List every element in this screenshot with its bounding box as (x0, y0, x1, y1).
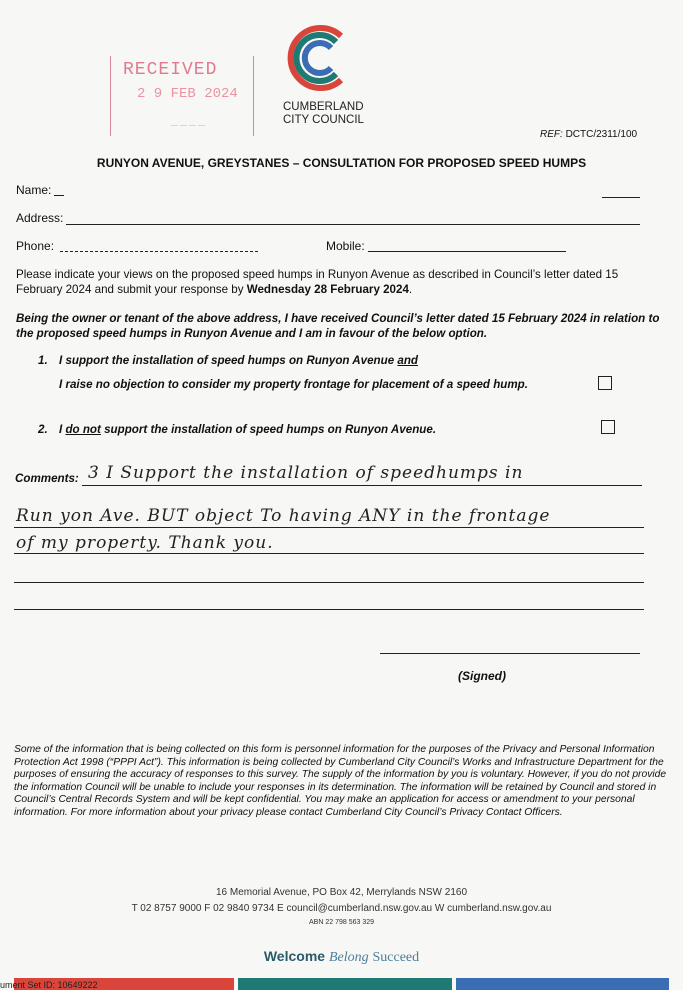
document-set-id: ument Set ID: 10649222 (0, 980, 98, 990)
stamp-date: 2 9 FEB 2024 (137, 86, 238, 102)
option2-pre: I (59, 423, 66, 436)
intro-text: Please indicate your views on the proposed speed humps in Runyon Avenue as described in Council’s letter dated 15 February 2024 and submit your response by (16, 268, 619, 296)
option1-and: and (397, 354, 419, 367)
ref-code: DCTC/2311/100 (565, 129, 638, 140)
comments-line-1 (82, 485, 642, 486)
comments-handwriting-3: of my property. Thank you. (16, 533, 274, 553)
comments-label: Comments: (15, 472, 79, 485)
tagline-welcome: Welcome (263, 948, 326, 964)
name-label: Name: (16, 183, 52, 197)
welcome-tagline (0, 948, 683, 966)
name-line-end (602, 197, 640, 198)
privacy-notice: Some of the information that is being collected on this form is personnel information for the purposes of the Privacy and Personal Information Protection Act 1998 (“PPPI Act”). This information is being collected by Cumberland City Council’s Works and Infrastructure Department for the purposes of ensuring the accuracy of responses to this survey. The supply of the information by you is voluntary. However, if you do not provide the information Council will be unable to include your responses in its determination. The information will be retained by Council and stored in Council’s Central Records System and will be kept confidential. You may make an application for access or amendment to your personal information. For more information about your privacy please contact Cumberland City Council’s Privacy Contact Officers. (14, 744, 667, 818)
comments-line-4 (14, 582, 644, 583)
declaration: Being the owner or tenant of the above address, I have received Council’s letter dated 15 February 2024 in relation to the proposed speed humps in Runyon Avenue and I am in favour of the below option. (16, 312, 660, 340)
address-label: Address: (16, 211, 64, 225)
footer-address: 16 Memorial Avenue, PO Box 42, Merrylands NSW 2160 (215, 887, 468, 898)
council-name-line2: CITY COUNCIL (283, 114, 364, 126)
comments-line-2 (14, 527, 644, 528)
comments-line-5 (14, 609, 644, 610)
phone-line (60, 251, 258, 252)
signature-line (380, 653, 640, 654)
council-name (283, 101, 364, 127)
reference (540, 129, 637, 140)
option1-line1-text: I support the installation of speed humps on Runyon Avenue (59, 354, 398, 367)
option2-do-not: do not (65, 423, 101, 436)
option2-checkbox[interactable] (601, 420, 615, 434)
mobile-label: Mobile: (326, 239, 365, 253)
tagline-belong: Belong (328, 950, 369, 965)
phone-label: Phone: (16, 239, 55, 253)
mobile-line (368, 251, 566, 252)
comments-line-3 (14, 553, 644, 554)
intro-paragraph (16, 267, 666, 297)
tagline-succeed: Succeed (372, 950, 420, 965)
name-line (54, 195, 64, 196)
option2-number: 2. (38, 423, 48, 436)
comments-handwriting-2: Run yon Ave. BUT object To having ANY in the frontage (16, 506, 551, 526)
option2-text (59, 423, 436, 436)
footer-bar-blue (456, 978, 669, 990)
option2-post: support the installation of speed humps on Runyon Avenue. (100, 423, 437, 436)
page-title: RUNYON AVENUE, GREYSTANES – CONSULTATION FOR PROPOSED SPEED HUMPS (96, 156, 587, 170)
intro-deadline: Wednesday 28 February 2024 (246, 283, 409, 296)
stamp-word: RECEIVED (123, 60, 218, 80)
footer-contacts: T 02 8757 9000 F 02 9840 9734 E council@cumberland.nsw.gov.au W cumberland.nsw.gov.au (131, 903, 552, 914)
option1-line2: I raise no objection to consider my property frontage for placement of a speed hump. (59, 378, 528, 391)
option1-number: 1. (38, 354, 48, 367)
stamp-footer: — — — — (171, 122, 205, 129)
ref-prefix: REF: (540, 129, 563, 140)
option1-line1 (59, 354, 418, 367)
footer-abn: ABN 22 798 563 329 (309, 919, 374, 926)
option1-checkbox[interactable] (598, 376, 612, 390)
signed-label: (Signed) (458, 669, 506, 683)
footer-bar-teal (238, 978, 452, 990)
cumberland-logo-icon (286, 18, 356, 98)
council-name-line1: CUMBERLAND (283, 101, 364, 113)
intro-end: . (408, 283, 413, 296)
comments-handwriting-1: 3 I Support the installation of speedhumps in (88, 463, 524, 483)
address-line (66, 224, 640, 225)
received-stamp (110, 56, 254, 136)
